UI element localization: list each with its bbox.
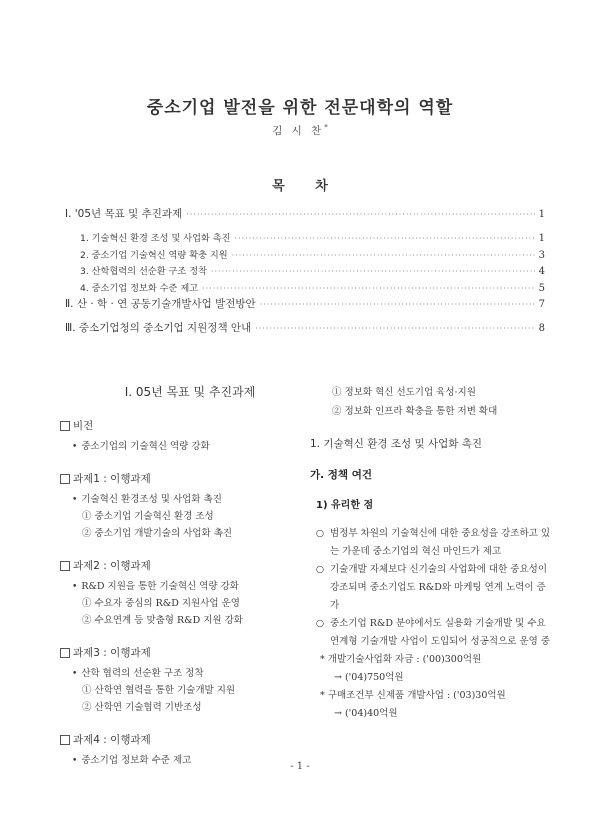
task-bullet: • 산학 협력의 선순환 구조 정착 bbox=[72, 666, 290, 682]
checkbox-square-icon bbox=[60, 421, 70, 431]
checkbox-square-icon bbox=[60, 648, 70, 658]
task-item: ① 수요자 중심의 R&D 지원사업 운영 bbox=[82, 598, 240, 609]
circle-bullet-icon: ○ bbox=[315, 564, 325, 575]
task-group-heading bbox=[60, 732, 290, 747]
advantage-text: 중소기업 R&D 분야에서도 실용화 기술개발 및 수요 연계형 기술개발 사업이 도입되어 성공적으로 운영 중 bbox=[330, 618, 551, 647]
funding-note: * 구매조건부 신제품 개발사업 : ('03)30억원 bbox=[320, 690, 506, 701]
task-group bbox=[60, 645, 290, 716]
toc-leader-dots bbox=[186, 210, 534, 219]
toc-leader-dots bbox=[202, 284, 535, 293]
toc-entry-page: 1 bbox=[538, 233, 545, 244]
task-group bbox=[60, 558, 290, 629]
toc-leader-dots bbox=[211, 267, 535, 276]
task-item: ① 정보화 혁신 선도기업 육성·지원 bbox=[332, 387, 476, 398]
toc-entry-label: 1. 기술혁신 환경 조성 및 사업화 촉진 bbox=[80, 233, 231, 244]
advantage-text: 범정부 차원의 기술혁신에 대한 중요성을 강조하고 있는 가운데 중소기업의 혁신 마인드가 제고 bbox=[330, 528, 551, 557]
toc-entry-page: 1 bbox=[538, 209, 545, 220]
document-title: 중소기업 발전을 위한 전문대학의 역할 bbox=[146, 98, 454, 118]
task-group-heading bbox=[60, 558, 290, 573]
author-name bbox=[0, 123, 600, 138]
toc-entry-label: 4. 중소기업 정보화 수준 제고 bbox=[80, 282, 199, 294]
funding-note-arrow: → ('04)40억원 bbox=[334, 708, 398, 719]
toc-heading: 목 차 bbox=[272, 179, 328, 194]
checkbox-square-icon bbox=[60, 474, 70, 484]
task-group-heading bbox=[60, 418, 290, 433]
table-of-contents bbox=[65, 206, 545, 344]
policy-conditions-heading: 가. 정책 여건 bbox=[310, 469, 373, 481]
task-item: ① 중소기업 기술혁신 환경 조성 bbox=[82, 511, 214, 522]
advantages-heading: 1) 유리한 점 bbox=[316, 500, 374, 511]
task-group-title: 과제1 : 이행과제 bbox=[73, 473, 151, 485]
task-group-title: 과제2 : 이행과제 bbox=[73, 560, 151, 572]
toc-entry bbox=[65, 263, 545, 280]
task-group bbox=[60, 471, 290, 542]
author-text: 김 시 찬 bbox=[272, 125, 325, 137]
circle-bullet-icon: ○ bbox=[315, 618, 325, 629]
toc-entry-page: 4 bbox=[538, 266, 545, 277]
left-column bbox=[60, 383, 290, 785]
toc-entry-page: 8 bbox=[538, 323, 545, 334]
task-bullet: • 중소기업의 기술혁신 역량 강화 bbox=[72, 439, 290, 455]
task-item: ② 산학연 기술협력 기반조성 bbox=[82, 702, 202, 713]
funding-notes bbox=[310, 651, 550, 723]
toc-entry bbox=[65, 296, 545, 320]
task-bullet: • 기술혁신 환경조성 및 사업화 촉진 bbox=[72, 492, 290, 508]
task-group bbox=[60, 418, 290, 455]
advantages-list bbox=[310, 525, 550, 651]
toc-entry-label: Ⅲ. 중소기업청의 중소기업 지원정책 안내 bbox=[65, 322, 252, 334]
funding-note-arrow: → ('04)750억원 bbox=[334, 672, 404, 683]
right-top-items bbox=[310, 383, 550, 421]
task-item: ① 산학연 협력을 통한 기술개발 지원 bbox=[82, 685, 236, 696]
task-item: ② 수요연계 등 맞춤형 R&D 지원 강화 bbox=[82, 615, 243, 626]
toc-entry-page: 5 bbox=[538, 282, 545, 294]
toc-entry-page: 7 bbox=[538, 299, 545, 310]
toc-entry bbox=[65, 280, 545, 297]
task-bullet: • R&D 지원을 통한 기술혁신 역량 강화 bbox=[72, 579, 290, 595]
checkbox-square-icon bbox=[60, 561, 70, 571]
task-group-title: 과제4 : 이행과제 bbox=[73, 734, 151, 746]
toc-entry bbox=[65, 206, 545, 230]
toc-entry bbox=[65, 247, 545, 264]
toc-leader-dots bbox=[260, 300, 535, 309]
right-section-heading: 1. 기술혁신 환경 조성 및 사업화 촉진 bbox=[310, 438, 483, 450]
right-column bbox=[310, 383, 550, 723]
task-item: ② 정보화 인프라 확충을 통한 저변 확대 bbox=[332, 406, 498, 417]
toc-entry-label: 3. 산학협력의 선순환 구조 정착 bbox=[80, 266, 207, 277]
left-groups bbox=[60, 418, 290, 769]
toc-entry-label: 2. 중소기업 기술혁신 역량 확충 지원 bbox=[80, 249, 228, 261]
toc-entry-label: Ⅱ. 산 · 학 · 연 공동기술개발사업 발전방안 bbox=[65, 298, 256, 310]
advantage-item bbox=[310, 525, 550, 561]
toc-leader-dots bbox=[232, 251, 535, 260]
advantage-item bbox=[310, 561, 550, 615]
task-group-title: 과제3 : 이행과제 bbox=[73, 647, 151, 659]
circle-bullet-icon: ○ bbox=[315, 528, 325, 539]
author-footnote-mark: * bbox=[324, 123, 328, 132]
task-group-heading bbox=[60, 471, 290, 486]
checkbox-square-icon bbox=[60, 735, 70, 745]
advantage-text: 기술개발 자체보다 신기술의 사업화에 대한 중요성이 강조되며 중소기업도 R&D와 마케팅 연계 노력이 증가 bbox=[330, 564, 547, 611]
toc-leader-dots bbox=[255, 324, 534, 333]
toc-entry bbox=[65, 230, 545, 247]
advantage-item bbox=[310, 615, 550, 651]
page-number: - 1 - bbox=[290, 761, 310, 772]
task-bullet: • 중소기업 정보화 수준 제고 bbox=[72, 753, 290, 769]
funding-note: * 개발기술사업화 자금 : ('00)300억원 bbox=[320, 654, 482, 665]
left-section-title: Ⅰ. 05년 목표 및 추진과제 bbox=[124, 385, 256, 399]
task-item: ② 중소기업 개발기술의 사업화 촉진 bbox=[82, 528, 233, 539]
task-group-heading bbox=[60, 645, 290, 660]
task-group-title: 비전 bbox=[73, 420, 94, 432]
toc-entry-label: Ⅰ. '05년 목표 및 추진과제 bbox=[65, 208, 183, 220]
toc-entry-page: 3 bbox=[538, 249, 545, 261]
toc-leader-dots bbox=[235, 234, 535, 243]
toc-entry bbox=[65, 320, 545, 344]
